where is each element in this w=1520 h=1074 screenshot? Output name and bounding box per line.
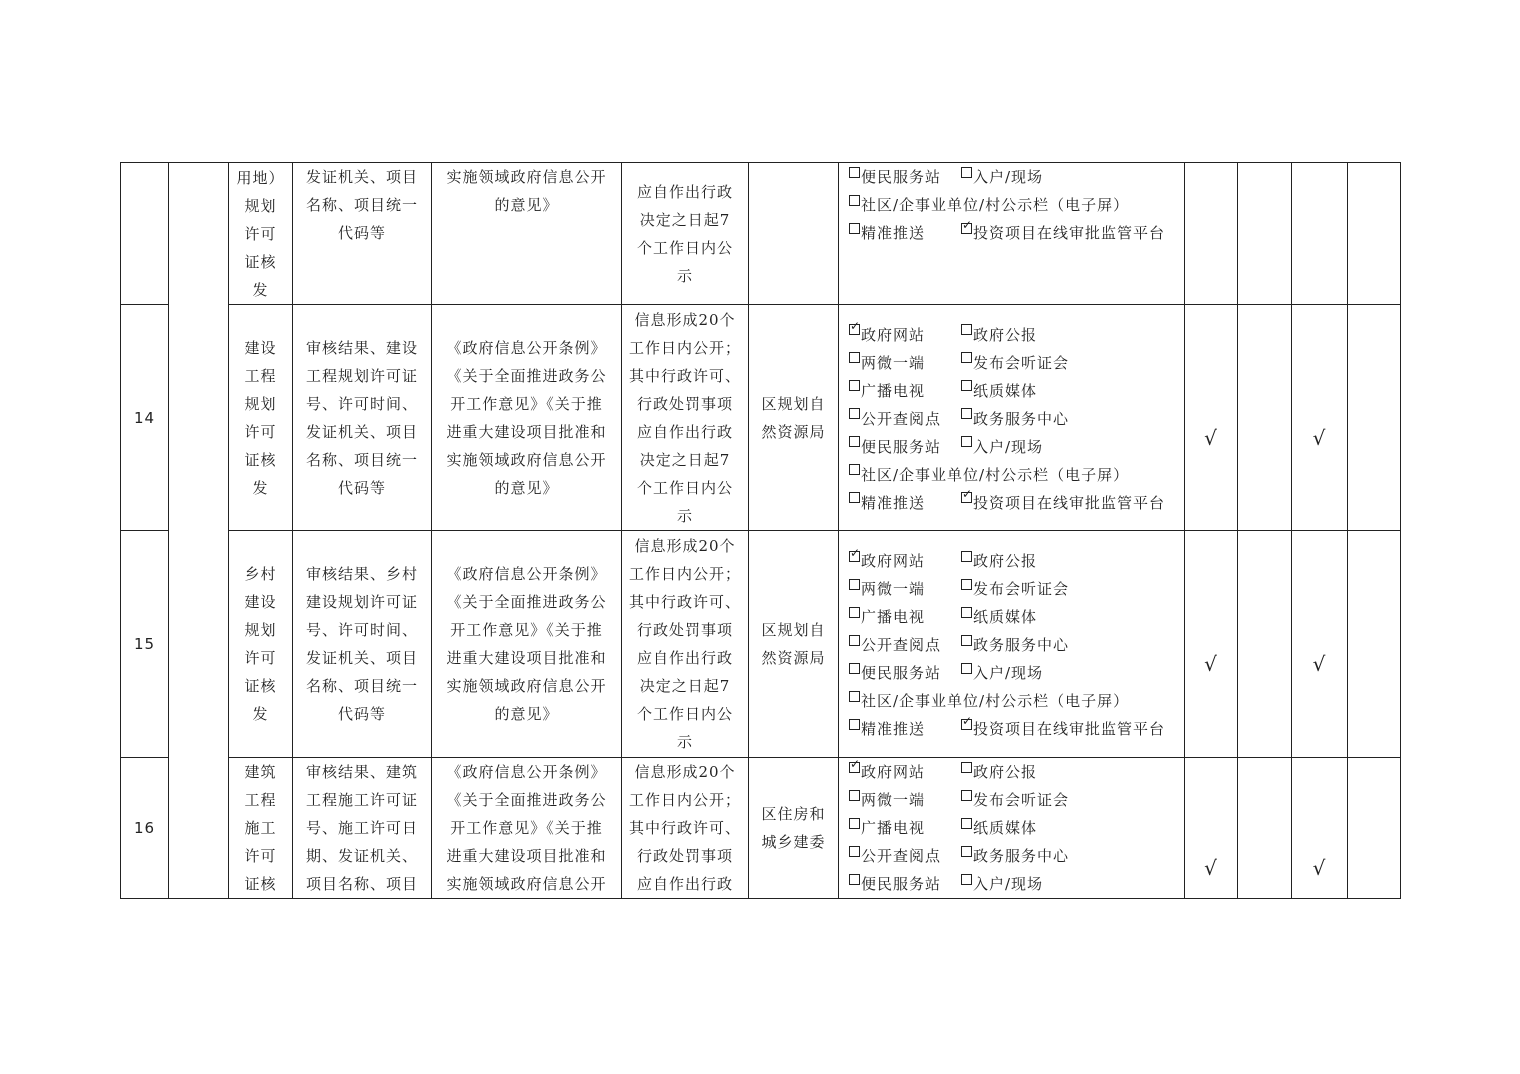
checkbox-checked[interactable] — [961, 492, 972, 503]
mark-cell — [1238, 531, 1292, 758]
checkbox[interactable] — [961, 874, 972, 885]
checkbox[interactable] — [961, 607, 972, 618]
disclosure-basis: 《政府信息公开条例》 《关于全面推进政务公 开工作意见》《关于推 进重大建设项目批准和 实施领域政府信息公开 的意见》 — [432, 531, 622, 758]
table-row — [121, 305, 1401, 531]
checkbox[interactable] — [961, 324, 972, 335]
checkbox[interactable] — [961, 663, 972, 674]
checkbox[interactable] — [849, 380, 860, 391]
checkbox[interactable] — [961, 846, 972, 857]
responsible-dept: 区规划自 然资源局 — [749, 305, 839, 531]
checkbox-checked[interactable] — [961, 719, 972, 730]
check-mark-cell — [1185, 531, 1238, 758]
channels-cell — [839, 305, 1185, 531]
checkbox[interactable] — [961, 380, 972, 391]
check-mark-cell — [1185, 758, 1238, 899]
check-mark: √ — [1204, 652, 1218, 676]
check-mark: √ — [1204, 856, 1218, 880]
disclosure-time: 信息形成20个 工作日内公开； 其中行政许可、 行政处罚事项 应自作出行政 决定之日起7 个工作日内公 示 — [622, 305, 749, 531]
channel-line: 广播电视 纸质媒体 — [839, 603, 1184, 631]
checkbox[interactable] — [961, 167, 972, 178]
check-mark-cell — [1292, 305, 1348, 531]
disclosure-time: 应自作出行政 决定之日起7 个工作日内公 示 — [622, 163, 749, 305]
checkbox[interactable] — [961, 408, 972, 419]
disclosure-basis: 实施领域政府信息公开 的意见》 — [432, 163, 622, 305]
item-name: 乡村 建设 规划 许可 证核 发 — [229, 531, 293, 758]
channel-line: 两微一端 发布会听证会 — [839, 575, 1184, 603]
channel-line: ✓ 政府网站 政府公报 — [839, 758, 1184, 786]
checkbox-checked[interactable] — [849, 551, 860, 562]
channel-line: ✓ 政府网站 政府公报 — [839, 547, 1184, 575]
responsible-dept: 区规划自 然资源局 — [749, 531, 839, 758]
channels-cell — [839, 163, 1185, 305]
check-mark: √ — [1312, 425, 1327, 450]
channel-line: 广播电视 纸质媒体 — [839, 377, 1184, 405]
check-mark: √ — [1312, 652, 1327, 676]
channel-line: 两微一端 发布会听证会 — [839, 349, 1184, 377]
channels-cell — [839, 758, 1185, 899]
disclosure-table — [120, 162, 1401, 899]
mark-cell — [1238, 163, 1292, 305]
row-number — [121, 163, 169, 305]
channel-line: 精准推送 ✓ 投资项目在线审批监管平台 — [839, 715, 1184, 743]
item-name: 用地） 规划 许可 证核 发 — [229, 163, 293, 305]
checkbox[interactable] — [849, 663, 860, 674]
checkbox[interactable] — [961, 818, 972, 829]
category-cell — [169, 163, 229, 899]
disclosure-time: 信息形成20个 工作日内公开； 其中行政许可、 行政处罚事项 应自作出行政 决定之日起7 个工作日内公 示 — [622, 531, 749, 758]
disclosure-time: 信息形成20个 工作日内公开； 其中行政许可、 行政处罚事项 应自作出行政 — [622, 758, 749, 899]
mark-cell — [1238, 305, 1292, 531]
mark-cell — [1348, 758, 1401, 899]
checkbox[interactable] — [849, 846, 860, 857]
mark-cell — [1185, 163, 1238, 305]
checkbox[interactable] — [961, 352, 972, 363]
row-number: 15 — [121, 531, 169, 758]
checkbox[interactable] — [849, 790, 860, 801]
channel-line: 公开查阅点 政务服务中心 — [839, 405, 1184, 433]
checkbox[interactable] — [849, 635, 860, 646]
check-mark: √ — [1204, 425, 1218, 450]
checkbox[interactable] — [961, 790, 972, 801]
check-mark-cell — [1292, 531, 1348, 758]
channels-cell — [839, 531, 1185, 758]
responsible-dept: 区住房和 城乡建委 — [749, 758, 839, 899]
channel-line: 公开查阅点 政务服务中心 — [839, 842, 1184, 870]
channel-line: 社区/企事业单位/村公示栏（电子屏） — [839, 191, 1184, 219]
checkbox-checked[interactable] — [961, 223, 972, 234]
channel-line: 社区/企事业单位/村公示栏（电子屏） — [839, 687, 1184, 715]
checkbox[interactable] — [849, 607, 860, 618]
mark-cell — [1348, 531, 1401, 758]
disclosure-content: 审核结果、建筑 工程施工许可证 号、施工许可日 期、发证机关、 项目名称、项目 — [293, 758, 432, 899]
checkbox[interactable] — [961, 551, 972, 562]
checkbox[interactable] — [849, 691, 860, 702]
channel-line: 便民服务站 入户/现场 — [839, 163, 1184, 191]
checkbox[interactable] — [961, 762, 972, 773]
disclosure-content: 发证机关、项目 名称、项目统一 代码等 — [293, 163, 432, 305]
checkbox-checked[interactable] — [849, 762, 860, 773]
check-mark: √ — [1312, 856, 1327, 880]
checkbox[interactable] — [849, 719, 860, 730]
checkbox[interactable] — [849, 352, 860, 363]
checkbox[interactable] — [849, 408, 860, 419]
disclosure-content: 审核结果、建设 工程规划许可证 号、许可时间、 发证机关、项目 名称、项目统一 代码等 — [293, 305, 432, 531]
checkbox[interactable] — [961, 635, 972, 646]
channel-line: 便民服务站 入户/现场 — [839, 870, 1184, 898]
channel-line: 广播电视 纸质媒体 — [839, 814, 1184, 842]
disclosure-basis: 《政府信息公开条例》 《关于全面推进政务公 开工作意见》《关于推 进重大建设项目批准和 实施领域政府信息公开 — [432, 758, 622, 899]
mark-cell — [1292, 163, 1348, 305]
checkbox[interactable] — [849, 874, 860, 885]
checkbox[interactable] — [849, 195, 860, 206]
channel-line: 精准推送 ✓ 投资项目在线审批监管平台 — [839, 489, 1184, 517]
row-number: 14 — [121, 305, 169, 531]
mark-cell — [1348, 163, 1401, 305]
checkbox[interactable] — [849, 579, 860, 590]
checkbox-checked[interactable] — [849, 324, 860, 335]
checkbox[interactable] — [849, 167, 860, 178]
checkbox[interactable] — [849, 492, 860, 503]
channel-line: 两微一端 发布会听证会 — [839, 786, 1184, 814]
item-name: 建设 工程 规划 许可 证核 发 — [229, 305, 293, 531]
table-row — [121, 758, 1401, 899]
disclosure-basis: 《政府信息公开条例》 《关于全面推进政务公 开工作意见》《关于推 进重大建设项目批准和 实施领域政府信息公开 的意见》 — [432, 305, 622, 531]
checkbox[interactable] — [849, 464, 860, 475]
table-row — [121, 531, 1401, 758]
checkbox[interactable] — [849, 223, 860, 234]
channel-line: 公开查阅点 政务服务中心 — [839, 631, 1184, 659]
checkbox[interactable] — [849, 436, 860, 447]
table-row — [121, 163, 1401, 305]
item-name: 建筑 工程 施工 许可 证核 — [229, 758, 293, 899]
check-mark-cell — [1292, 758, 1348, 899]
checkbox[interactable] — [849, 818, 860, 829]
channel-line: 便民服务站 入户/现场 — [839, 433, 1184, 461]
check-mark-cell — [1185, 305, 1238, 531]
channel-line: 精准推送 ✓ 投资项目在线审批监管平台 — [839, 219, 1184, 247]
channel-line: ✓ 政府网站 政府公报 — [839, 321, 1184, 349]
channel-line: 社区/企事业单位/村公示栏（电子屏） — [839, 461, 1184, 489]
checkbox[interactable] — [961, 436, 972, 447]
mark-cell — [1238, 758, 1292, 899]
disclosure-content: 审核结果、乡村 建设规划许可证 号、许可时间、 发证机关、项目 名称、项目统一 代码等 — [293, 531, 432, 758]
mark-cell — [1348, 305, 1401, 531]
checkbox[interactable] — [961, 579, 972, 590]
responsible-dept — [749, 163, 839, 305]
row-number: 16 — [121, 758, 169, 899]
channel-line: 便民服务站 入户/现场 — [839, 659, 1184, 687]
